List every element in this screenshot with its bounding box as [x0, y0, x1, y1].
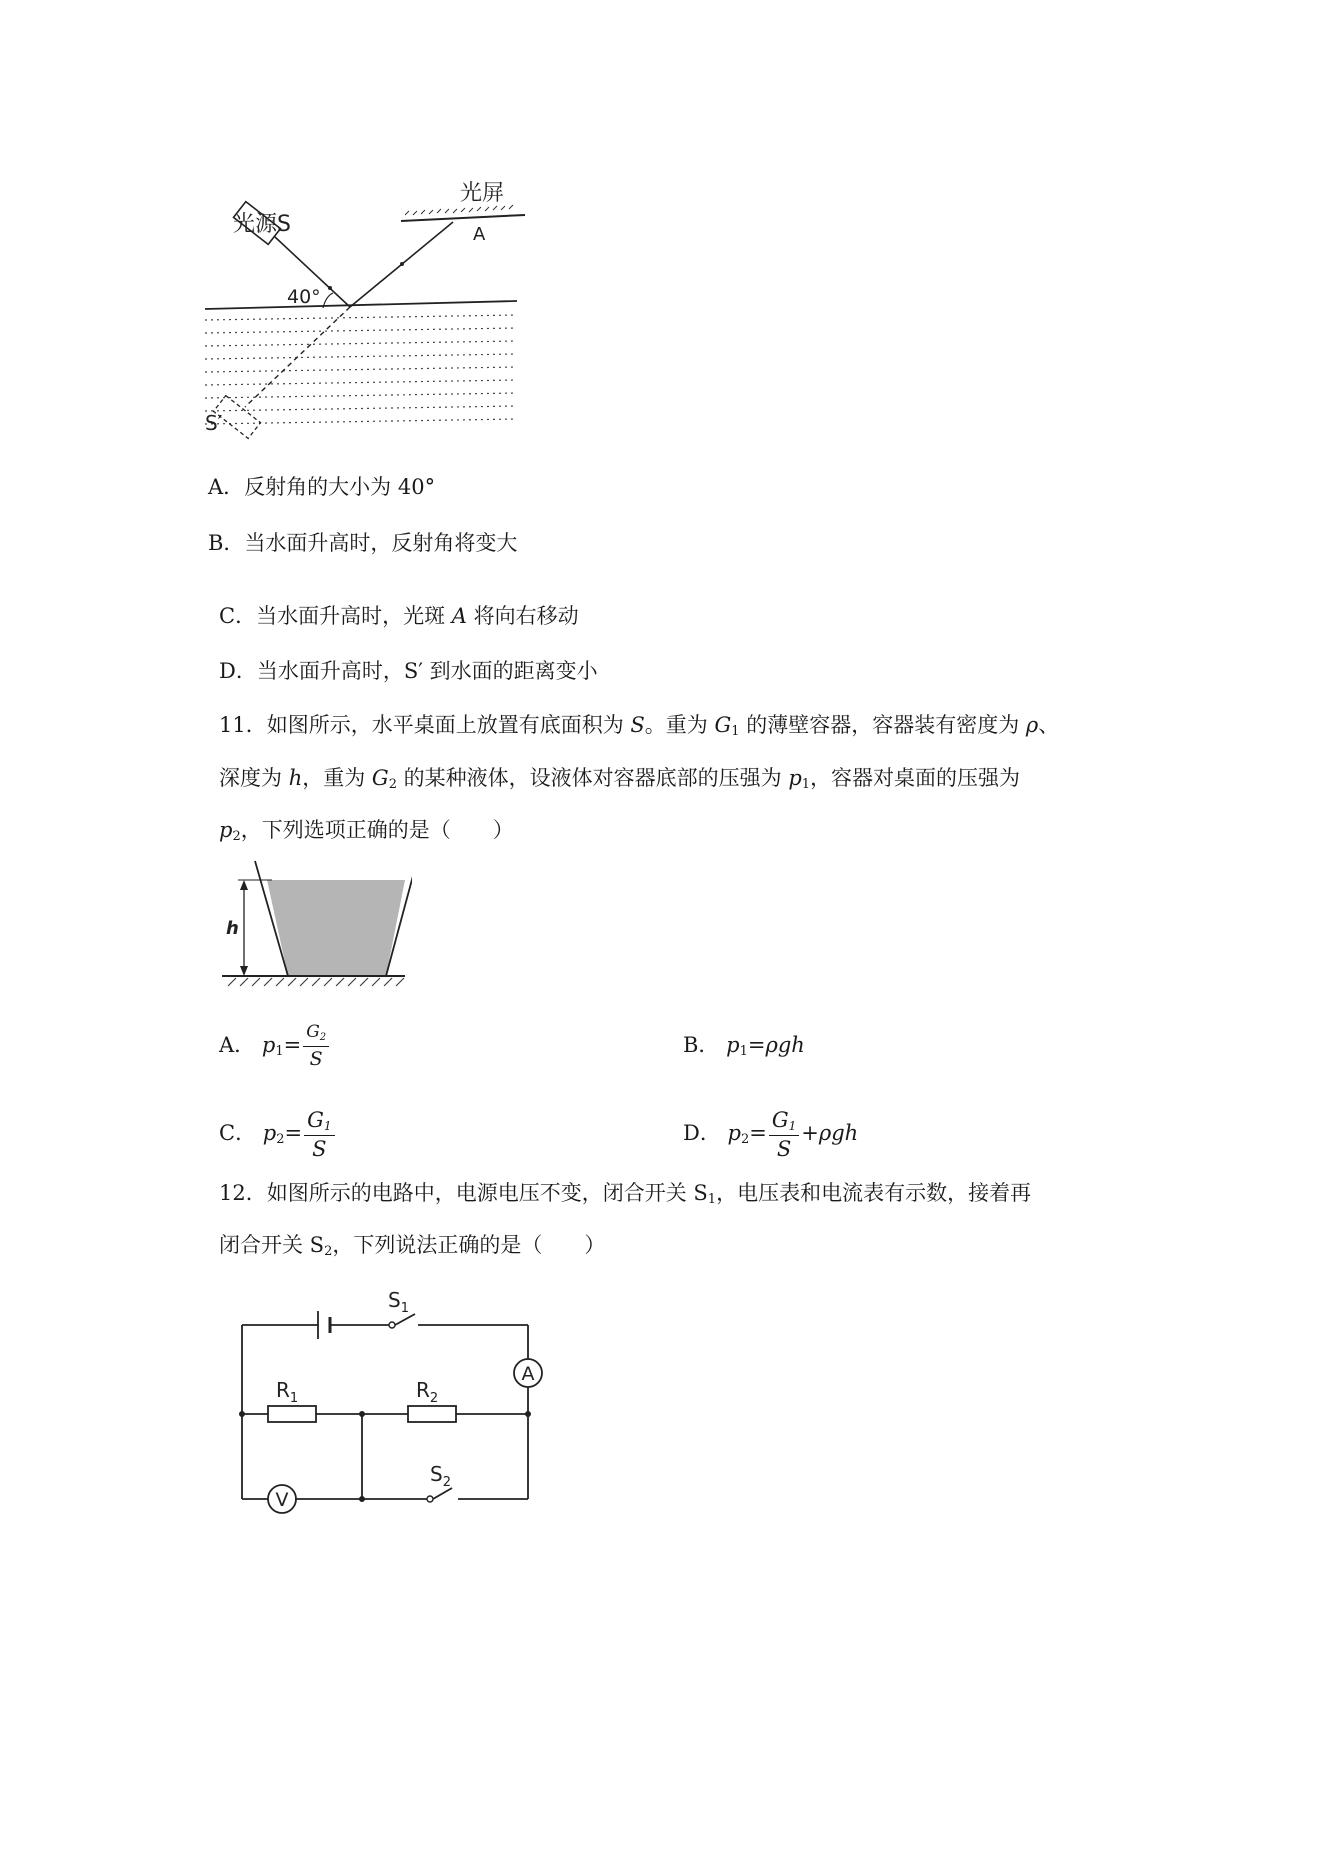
q11-line-2: 深度为 h，重为 $G_2$ 的某种液体，设液体对容器底部的压强为 $p_1$，容器对桌面的压强为	[219, 766, 1021, 792]
r2-label: $R_2$	[416, 1378, 439, 1406]
fraction: $\frac{G_2}{S}$	[303, 1024, 329, 1069]
source-label: 光源S	[233, 212, 291, 237]
q11-option-b: B． $p_1=\rho gh$	[683, 1033, 805, 1059]
depth-label: h	[226, 918, 239, 939]
q10-option-d: D．当水面升高时，S′ 到水面的距离变小	[219, 659, 598, 683]
q12-line-1: 12．如图所示的电路中，电源电压不变，闭合开关 $S_1$，电压表和电流表有示数，接着再	[219, 1181, 1032, 1207]
q10-option-b: B．当水面升高时，反射角将变大	[208, 531, 518, 555]
figure-container	[222, 858, 412, 988]
q11-line-1: 11．如图所示，水平桌面上放置有底面积为 S。重为 $G_1$ 的薄壁容器，容器装有密度为 ρ、	[219, 713, 1060, 739]
point-a-label: A	[473, 224, 486, 245]
q12-line-2: 闭合开关 $S_2$，下列说法正确的是（ ）	[219, 1233, 606, 1259]
q11-option-a: A． $p_1=$ $\frac{G_2}{S}$	[219, 1015, 331, 1075]
voltmeter-label: V	[275, 1489, 289, 1511]
s2-label: $S_2$	[430, 1462, 451, 1490]
s1-label: $S_1$	[388, 1288, 409, 1316]
fraction: $\frac{G_1}{S}$	[304, 1110, 334, 1160]
q11-line-3: $p_2$，下列选项正确的是（ ）	[219, 818, 514, 844]
screen-label: 光屏	[460, 181, 505, 206]
image-label: S′	[205, 411, 223, 435]
ammeter-label: A	[521, 1363, 535, 1385]
figure-circuit	[230, 1285, 550, 1525]
fraction: $\frac{G_1}{S}$	[769, 1110, 799, 1160]
q11-option-d: D． $p_2=$ $\frac{G_1}{S}$ +ρgh	[683, 1107, 859, 1161]
r1-label: $R_1$	[276, 1378, 299, 1406]
q10-option-c: C．当水面升高时，光斑 A 将向右移动	[219, 604, 579, 628]
q10-option-a: A．反射角的大小为 40°	[208, 475, 436, 499]
angle-label: 40°	[287, 286, 321, 308]
q11-option-c: C． $p_2=$ $\frac{G_1}{S}$	[219, 1101, 337, 1165]
figure-light-reflection	[205, 175, 525, 460]
